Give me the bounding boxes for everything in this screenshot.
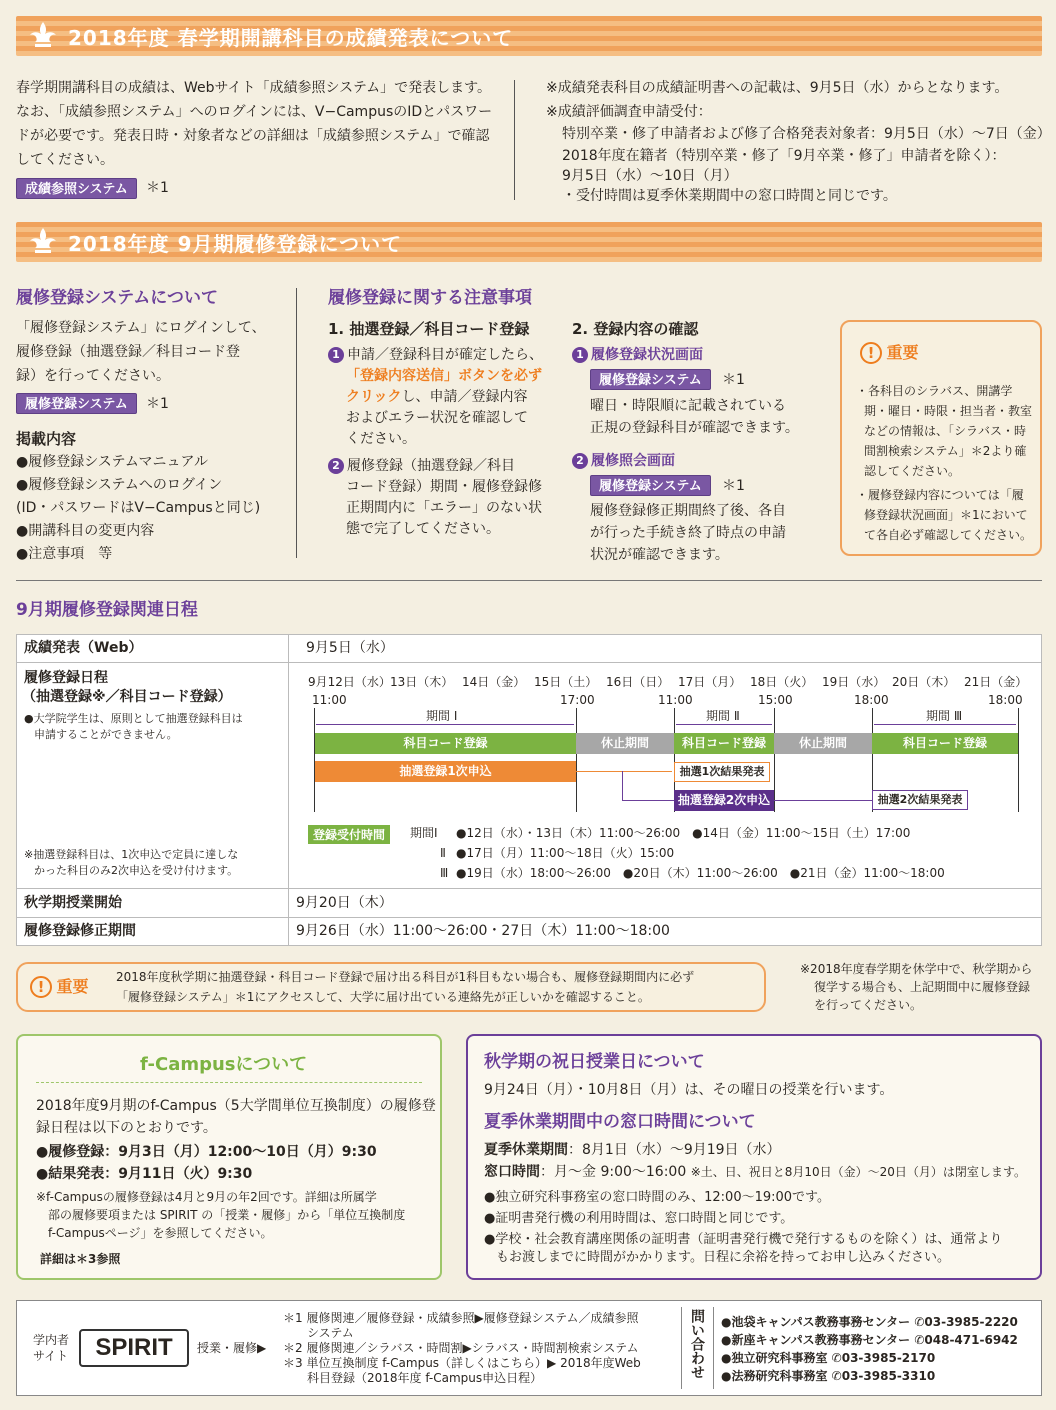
section1-title: 2018年度 春学期開講科目の成績発表について bbox=[68, 26, 514, 50]
lottery1-result: 抽選1次結果発表 bbox=[674, 762, 770, 782]
fcampus-item2: ●結果発表：9月11日（火）9:30 bbox=[36, 1166, 253, 1182]
col1-heading: 1. 抽選登録／科目コード登録 bbox=[328, 320, 530, 338]
period3-arrow bbox=[874, 724, 1016, 725]
divider bbox=[16, 580, 1042, 581]
sec1-note-6: ・受付時間は夏季休業期間中の窓口時間と同じです。 bbox=[562, 188, 897, 204]
tick-line bbox=[1018, 708, 1019, 812]
row-line bbox=[16, 888, 1042, 889]
day-label: 19日（水） bbox=[822, 675, 886, 689]
col1-item1-a: 申請／登録科目が確定したら、 bbox=[347, 347, 543, 363]
row3-value: 9月20日（木） bbox=[296, 895, 393, 911]
side-note: を行ってください。 bbox=[814, 998, 923, 1012]
fcampus-note: f-Campusページ」を参照してください。 bbox=[48, 1226, 273, 1240]
footer bbox=[16, 1300, 1042, 1396]
number-2-icon: 2 bbox=[328, 458, 344, 474]
footer-ref: ＊1 履修関連／履修登録・成績参照▶履修登録システム／成績参照 bbox=[283, 1311, 639, 1325]
day-label: 15日（土） bbox=[534, 675, 598, 689]
col2-item1-text-2: 正規の登録科目が確認できます。 bbox=[590, 420, 799, 436]
divider bbox=[681, 1307, 682, 1389]
contents-item: ●履修登録システムマニュアル bbox=[16, 454, 208, 470]
fcampus-text: 2018年度9月期のf-Campus（5大学間単位互換制度）の履修登 bbox=[36, 1098, 436, 1114]
section2-title: 2018年度 9月期履修登録について bbox=[68, 232, 403, 256]
time-label: 18:00 bbox=[988, 693, 1023, 707]
number-1-icon: 1 bbox=[328, 347, 344, 363]
number-2-icon: 2 bbox=[572, 453, 588, 469]
day-label: 16日（日） bbox=[606, 675, 670, 689]
lottery2-bar: 抽選登録2次申込 bbox=[674, 790, 774, 811]
col2-item2-title: 履修照会画面 bbox=[591, 453, 675, 469]
sec1-text-3: ドが必要です。発表日時・対象者などの詳細は「成績参照システム」で確認 bbox=[16, 128, 490, 144]
fcampus-detail: 詳細は＊3参照 bbox=[40, 1252, 121, 1266]
section1-banner bbox=[16, 16, 1042, 56]
contents-heading: 掲載内容 bbox=[16, 430, 77, 448]
important-text: 認してください。 bbox=[864, 464, 961, 478]
divider bbox=[296, 288, 297, 558]
tick-line bbox=[314, 708, 315, 812]
day-label: 20日（木） bbox=[892, 675, 956, 689]
contact-name: ●新座キャンパス教務事務センター bbox=[721, 1333, 911, 1347]
footer-ref: ＊3 単位互換制度 f-Campus（詳しくはこちら）▶ 2018年度Web bbox=[283, 1356, 641, 1370]
rec1-label: 期間Ⅰ bbox=[410, 826, 438, 840]
col1-item2-4: 態で完了してください。 bbox=[346, 521, 500, 537]
note-mark: ＊1 bbox=[722, 372, 745, 388]
sys-text-1: 「履修登録システム」にログインして、 bbox=[16, 320, 266, 336]
rec1-times: ●12日（水）・13日（木）11:00〜26:00 ●14日（金）11:00〜15日（土）17:00 bbox=[456, 826, 911, 840]
period3-label: 期間 Ⅲ bbox=[926, 709, 963, 723]
rec3-times: ●19日（水）18:00〜26:00 ●20日（木）11:00〜26:00 ●21日（金）11:00〜18:00 bbox=[456, 866, 945, 880]
phone-icon: ✆ bbox=[831, 1369, 842, 1383]
tick-line bbox=[576, 708, 577, 812]
time-label: 11:00 bbox=[312, 693, 347, 707]
time-label: 15:00 bbox=[758, 693, 793, 707]
exclamation-icon: ! bbox=[30, 976, 52, 998]
number-1-icon: 1 bbox=[572, 347, 588, 363]
period1-label: 期間 Ⅰ bbox=[426, 709, 458, 723]
phone-icon: ✆ bbox=[831, 1351, 842, 1365]
important-text: などの情報は、「シラバス・時 bbox=[864, 424, 1027, 438]
holiday-title: 秋学期の祝日授業日について bbox=[484, 1052, 705, 1072]
divider bbox=[514, 80, 515, 200]
fleur-de-lis-icon bbox=[26, 20, 60, 52]
col2-item2-text-1: 履修登録修正期間終了後、各自 bbox=[590, 503, 786, 519]
row2-note2: かった科目のみ2次申込を受け付けます。 bbox=[34, 864, 239, 877]
footer-ref: システム bbox=[307, 1326, 354, 1340]
lottery1-bar: 抽選登録1次申込 bbox=[315, 761, 576, 782]
sec1-note-2: ※成績評価調査申請受付： bbox=[546, 104, 712, 120]
contact-tel[interactable]: 03-3985-3310 bbox=[841, 1369, 936, 1383]
exclamation-icon: ! bbox=[860, 342, 882, 364]
reception-label: 登録受付時間 bbox=[308, 825, 390, 844]
day-label: 9月12日（水） bbox=[308, 675, 391, 689]
col1-item2-2: コード登録）期間・履修登録修 bbox=[346, 479, 542, 495]
contents-item: (ID・パスワードはV−Campusと同じ) bbox=[16, 500, 261, 516]
contact-name: ●法務研究科事務室 bbox=[721, 1369, 828, 1383]
sec1-note-4: 2018年度在籍者（特別卒業・修了「9月卒業・修了」申請者を除く）： bbox=[562, 148, 1006, 164]
important-text: て各自必ず確認してください。 bbox=[864, 528, 1033, 542]
sys-text-3: 録）を行ってください。 bbox=[16, 368, 170, 384]
row-line bbox=[16, 917, 1042, 918]
spirit-logo[interactable]: SPIRIT bbox=[79, 1329, 189, 1367]
tick-line bbox=[774, 708, 775, 812]
course-registration-system-button[interactable]: 履修登録システム bbox=[16, 393, 137, 414]
click-emphasis: クリック bbox=[346, 389, 402, 405]
sec1-text-4: してください。 bbox=[16, 152, 114, 168]
col-line bbox=[288, 634, 289, 946]
important-label: 重要 bbox=[886, 343, 919, 362]
contact-label: 問い合わせ bbox=[689, 1309, 705, 1379]
divider bbox=[36, 1082, 422, 1083]
important-text: 修登録状況画面」＊1において bbox=[864, 508, 1028, 522]
important-box bbox=[840, 320, 1042, 556]
footer-menu: 授業・履修▶ bbox=[197, 1341, 267, 1355]
period2-arrow bbox=[676, 724, 772, 725]
day-label: 13日（木） bbox=[390, 675, 454, 689]
fleur-de-lis-icon bbox=[26, 226, 60, 258]
sec1-note-3: 特別卒業・修了申請者および修了合格発表対象者：9月5日（水）〜7日（金） bbox=[562, 126, 1051, 142]
period2-label: 期間 Ⅱ bbox=[706, 709, 740, 723]
holiday-text: 9月24日（月）・10月8日（月）は、その曜日の授業を行います。 bbox=[484, 1082, 894, 1098]
col2-item2-text-2: が行った手続き終了時点の申請 bbox=[590, 525, 786, 541]
important-text: 期・曜日・時限・担当者・教室 bbox=[864, 404, 1033, 418]
row1-value: 9月5日（水） bbox=[306, 640, 394, 656]
side-note: 復学する場合も、上記期間中に履修登録 bbox=[814, 980, 1031, 994]
lottery2-result: 抽選2次結果発表 bbox=[872, 790, 968, 810]
sys-text-2: 履修登録（抽選登録／科目コード登 bbox=[16, 344, 240, 360]
rec3-label: Ⅲ bbox=[440, 866, 449, 880]
day-label: 18日（火） bbox=[750, 675, 814, 689]
day-label: 14日（金） bbox=[462, 675, 526, 689]
col1-item1-line1 bbox=[328, 347, 543, 364]
code-registration-bar: 科目コード登録 bbox=[674, 733, 774, 754]
holiday-bullet: ●証明書発行機の利用時間は、窓口時間と同じです。 bbox=[484, 1211, 794, 1226]
lottery2-arrow bbox=[622, 771, 623, 800]
rest-period-bar: 休止期間 bbox=[774, 733, 872, 754]
important-text: 間割検索システム」＊2より確 bbox=[864, 444, 1027, 458]
important2-text: 2018年度秋学期に抽選登録・科目コード登録で届け出る科目が1科目もない場合も、履修登録期間内に必ず bbox=[116, 970, 695, 984]
hours-note: ※土、日、祝日と8月10日（金）〜20日（月）は閉室します。 bbox=[690, 1165, 1026, 1179]
site-label: サイト bbox=[33, 1349, 69, 1363]
side-note: ※2018年度春学期を休学中で、秋学期から bbox=[800, 962, 1033, 976]
fcampus-note: ※f-Campusの履修登録は4月と9月の年2回です。詳細は所属学 bbox=[36, 1190, 377, 1204]
site-label: 学内者 bbox=[33, 1333, 70, 1347]
important-text: ・各科目のシラバス、開講学 bbox=[856, 384, 1013, 398]
fcampus-item1: ●履修登録：9月3日（月）12:00〜10日（月）9:30 bbox=[36, 1144, 377, 1160]
sec1-note-5: 9月5日（水）〜10日（月） bbox=[562, 168, 738, 184]
code-registration-bar: 科目コード登録 bbox=[872, 733, 1018, 754]
contact-tel[interactable]: 03-3985-2170 bbox=[841, 1351, 936, 1365]
contents-item: ●開講科目の変更内容 bbox=[16, 523, 155, 539]
col1-item1-d: し、申請／登録内容 bbox=[401, 389, 528, 405]
period-label: 夏季休業期間 bbox=[484, 1142, 568, 1158]
col1-item2-3: 正期間内に「エラー」のない状 bbox=[346, 500, 542, 516]
note-mark: ＊1 bbox=[146, 180, 169, 196]
contact-name: ●池袋キャンパス教務事務センター bbox=[721, 1315, 911, 1329]
row4-value: 9月26日（水）11:00〜26:00・27日（木）11:00〜18:00 bbox=[296, 923, 670, 939]
note-mark: ＊1 bbox=[722, 478, 745, 494]
divider bbox=[713, 1307, 714, 1389]
row2-note: 申請することができません。 bbox=[34, 728, 178, 741]
grade-reference-system-button[interactable]: 成績参照システム bbox=[16, 178, 137, 199]
lottery1-arrow bbox=[576, 771, 672, 772]
col1-item1-e: およびエラー状況を確認して bbox=[346, 410, 528, 426]
phone-icon: ✆ bbox=[914, 1333, 925, 1347]
important2-text: 「履修登録システム」＊1にアクセスして、大学に届け出ている連絡先が正しいかを確認すること。 bbox=[116, 990, 650, 1004]
code-registration-bar: 科目コード登録 bbox=[315, 733, 576, 754]
phone-icon: ✆ bbox=[914, 1315, 925, 1329]
fcampus-text: 録日程は以下のとおりです。 bbox=[36, 1120, 217, 1136]
col2-heading: 2. 登録内容の確認 bbox=[572, 320, 699, 338]
section2-banner bbox=[16, 222, 1042, 262]
period1-arrow bbox=[316, 724, 574, 725]
lottery2-arrow bbox=[622, 800, 674, 801]
contents-item: ●注意事項 等 bbox=[16, 546, 113, 562]
row2-note2: ※抽選登録科目は、1次申込で定員に達しな bbox=[24, 848, 239, 861]
fcampus-box bbox=[16, 1034, 442, 1280]
notice-heading: 履修登録に関する注意事項 bbox=[328, 288, 532, 308]
row2-note: ●大学院学生は、原則として抽選登録科目は bbox=[24, 712, 243, 725]
row1-label: 成績発表（Web） bbox=[24, 640, 143, 656]
hours-label: 窓口時間 bbox=[484, 1164, 540, 1180]
contact-tel[interactable]: 048-471-6942 bbox=[924, 1333, 1018, 1347]
holiday-bullet: もお渡しまでに時間がかかります。日程に余裕を持ってお申し込みください。 bbox=[496, 1250, 950, 1265]
col1-item1-f: ください。 bbox=[346, 431, 416, 447]
contents-item: ●履修登録システムへのログイン bbox=[16, 477, 223, 493]
sec1-note-1: ※成績発表科目の成績証明書への記載は、9月5日（水）からとなります。 bbox=[546, 80, 1009, 96]
time-label: 17:00 bbox=[560, 693, 595, 707]
contact-tel[interactable]: 03-3985-2220 bbox=[924, 1315, 1018, 1329]
day-label: 17日（月） bbox=[678, 675, 742, 689]
period-value: ：8月1日（水）〜9月19日（水） bbox=[568, 1142, 781, 1158]
fcampus-title: f-Campusについて bbox=[140, 1054, 308, 1075]
holiday-box bbox=[466, 1034, 1042, 1280]
important2-box bbox=[16, 962, 766, 1012]
send-button-instruction: 「登録内容送信」ボタンを必ず bbox=[346, 368, 542, 384]
contact-name: ●独立研究科事務室 bbox=[721, 1351, 828, 1365]
row-line bbox=[16, 662, 1042, 663]
important2-label: 重要 bbox=[56, 977, 89, 996]
important-text: ・履修登録内容については「履 bbox=[856, 488, 1024, 502]
sys-heading: 履修登録システムについて bbox=[16, 288, 218, 308]
fcampus-note: 部の履修要項または SPIRIT の「授業・履修」から「単位互換制度 bbox=[48, 1208, 406, 1222]
time-label: 18:00 bbox=[854, 693, 889, 707]
day-label: 21日（金） bbox=[964, 675, 1028, 689]
sec1-text-2: なお、「成績参照システム」へのログインには、V−CampusのIDとパスワー bbox=[16, 104, 493, 120]
row3-label: 秋学期授業開始 bbox=[24, 895, 122, 911]
hours-value: ：月〜金 9:00〜16:00 bbox=[540, 1164, 687, 1180]
lottery2-arrow bbox=[774, 800, 872, 801]
course-registration-system-button[interactable]: 履修登録システム bbox=[590, 475, 711, 496]
col2-item1-title: 履修登録状況画面 bbox=[591, 347, 703, 363]
row2-label-sub: （抽選登録※／科目コード登録） bbox=[22, 689, 232, 705]
footer-ref: ＊2 履修関連／シラバス・時間割▶シラバス・時間割検索システム bbox=[283, 1341, 639, 1355]
time-label: 11:00 bbox=[658, 693, 693, 707]
holiday-bullet: ●独立研究科事務室の窓口時間のみ、12:00〜19:00です。 bbox=[484, 1190, 831, 1205]
rec2-label: Ⅱ bbox=[440, 846, 446, 860]
window-hours-title: 夏季休業期間中の窓口時間について bbox=[484, 1112, 756, 1132]
footer-ref: 科目登録（2018年度 f-Campus申込日程） bbox=[307, 1371, 543, 1385]
rec2-times: ●17日（月）11:00〜18日（火）15:00 bbox=[456, 846, 675, 860]
col2-item2-text-3: 状況が確認できます。 bbox=[590, 547, 729, 563]
sec1-text-1: 春学期開講科目の成績は、Webサイト「成績参照システム」で発表します。 bbox=[16, 80, 492, 96]
schedule-heading: 9月期履修登録関連日程 bbox=[16, 600, 198, 620]
row4-label: 履修登録修正期間 bbox=[24, 923, 136, 939]
holiday-bullet: ●学校・社会教育講座関係の証明書（証明書発行機で発行するものを除く）は、通常より bbox=[484, 1232, 1003, 1247]
col1-item2-1: 履修登録（抽選登録／科目 bbox=[347, 458, 515, 474]
row2-label: 履修登録日程 bbox=[24, 670, 108, 686]
col2-item1-text-1: 曜日・時限順に記載されている bbox=[590, 398, 786, 414]
course-registration-system-button[interactable]: 履修登録システム bbox=[590, 369, 711, 390]
note-mark: ＊1 bbox=[146, 396, 169, 412]
rest-period-bar: 休止期間 bbox=[576, 733, 674, 754]
